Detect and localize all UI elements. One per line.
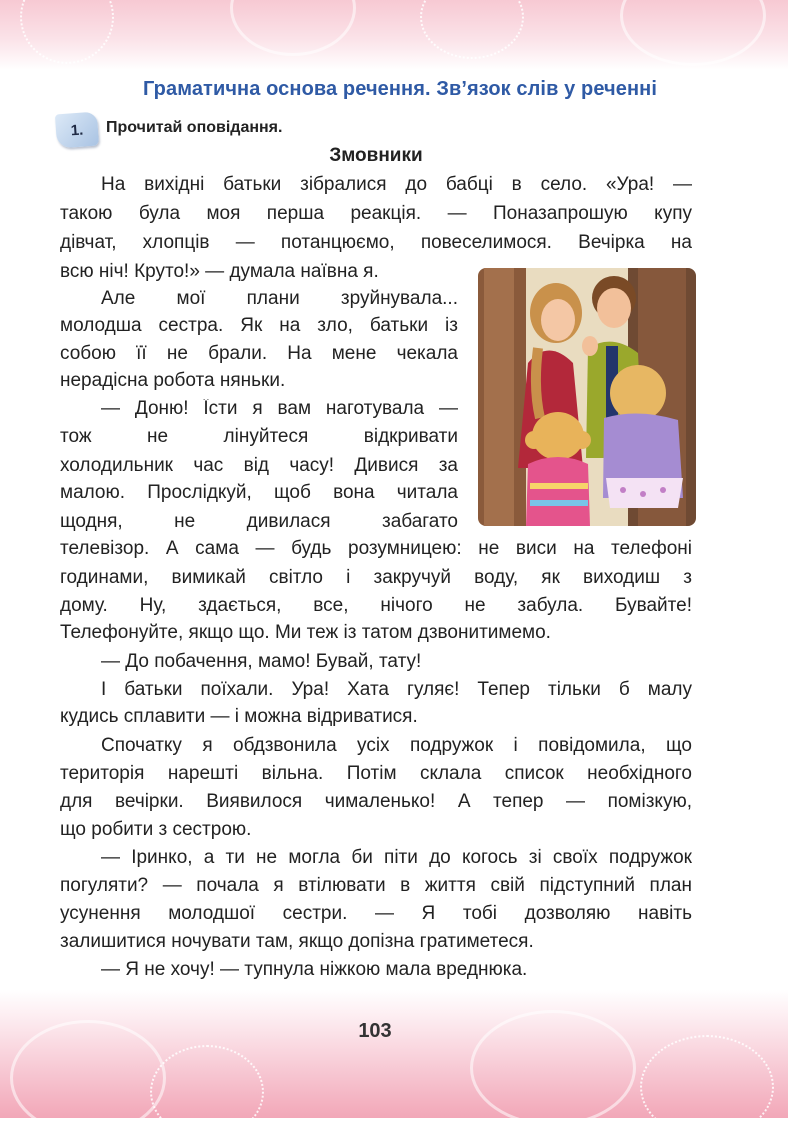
lace-ornament xyxy=(230,0,356,56)
story-illustration xyxy=(478,268,696,526)
text-line: Спочатку я обдзвонила усіх подружок і повідомила, що xyxy=(101,736,692,756)
text-line: тож не лінуйтеся відкривати xyxy=(60,427,458,447)
text-line: малою. Прослідкуй, щоб вона читала xyxy=(60,483,458,503)
page-number: 103 xyxy=(358,1020,392,1042)
text-line: залишитися ночувати там, якщо допізна гратиметеся. xyxy=(60,932,534,952)
text-line: Але мої плани зруйнувала... xyxy=(101,289,458,309)
task-instruction: Прочитай оповідання. xyxy=(106,119,283,136)
lace-ornament xyxy=(640,1035,774,1139)
text-line: холодильник час від часу! Дивися за xyxy=(60,456,458,476)
text-line: І батьки поїхали. Ура! Хата гуляє! Тепер тільки б малу xyxy=(101,680,692,700)
task-number: 1. xyxy=(70,121,84,139)
text-line: кудись сплавити — і можна відриватися. xyxy=(60,707,418,727)
text-line: погуляти? — почала я втілювати в життя свій підступний план xyxy=(60,876,692,896)
lace-ornament xyxy=(20,0,114,64)
text-line: нерадісна робота няньки. xyxy=(60,371,286,391)
text-line: Телефонуйте, якщо що. Ми теж із татом дзвонитимемо. xyxy=(60,623,551,643)
text-line: телевізор. А сама — будь розумницею: не виси на телефоні xyxy=(60,539,692,559)
story-title: Змовники xyxy=(329,145,423,166)
text-line: всю ніч! Круто!» — думала наївна я. xyxy=(60,262,379,282)
lace-ornament xyxy=(620,0,766,66)
family-farewell-picture xyxy=(478,268,696,526)
text-line: для вечірки. Виявилося чималенько! А тепер — помізкую, xyxy=(60,792,692,812)
text-line: годинами, вимикай світло і закручуй воду, як виходиш з xyxy=(60,568,692,588)
text-line: молодша сестра. Як на зло, батьки із xyxy=(60,316,458,336)
text-line: що робити з сестрою. xyxy=(60,820,252,840)
bottom-decorative-band xyxy=(0,990,788,1118)
text-line: собою її не брали. На мене чекала xyxy=(60,344,458,364)
text-line: територія нарешті вільна. Потім склала список необхідного xyxy=(60,764,692,784)
lace-ornament xyxy=(420,0,524,59)
text-line: щодня, не дивилася забагато xyxy=(60,512,458,532)
text-line: такою була моя перша реакція. — Поназапрошую купу xyxy=(60,204,692,224)
text-line: — Іринко, а ти не могла би піти до когось зі своїх подружок xyxy=(101,848,692,868)
text-line: — До побачення, мамо! Бувай, тату! xyxy=(101,652,422,672)
text-line: — Я не хочу! — тупнула ніжкою мала вреднюка. xyxy=(101,960,528,980)
text-line: дівчат, хлопців — потанцюємо, повеселимося. Вечірка на xyxy=(60,233,692,253)
text-line: — Доню! Їсти я вам наготувала — xyxy=(101,399,458,419)
lace-ornament xyxy=(150,1045,264,1139)
text-line: усунення молодшої сестри. — Я тобі дозволяю навіть xyxy=(60,904,692,924)
task-number-badge xyxy=(55,112,99,149)
text-line: дому. Ну, здається, все, нічого не забула. Бувайте! xyxy=(60,596,692,616)
lesson-heading: Граматична основа речення. Зв’язок слів у реченні xyxy=(142,78,658,100)
text-line: На вихідні батьки зібралися до бабці в село. «Ура! — xyxy=(101,175,692,195)
top-decorative-band xyxy=(0,0,788,70)
